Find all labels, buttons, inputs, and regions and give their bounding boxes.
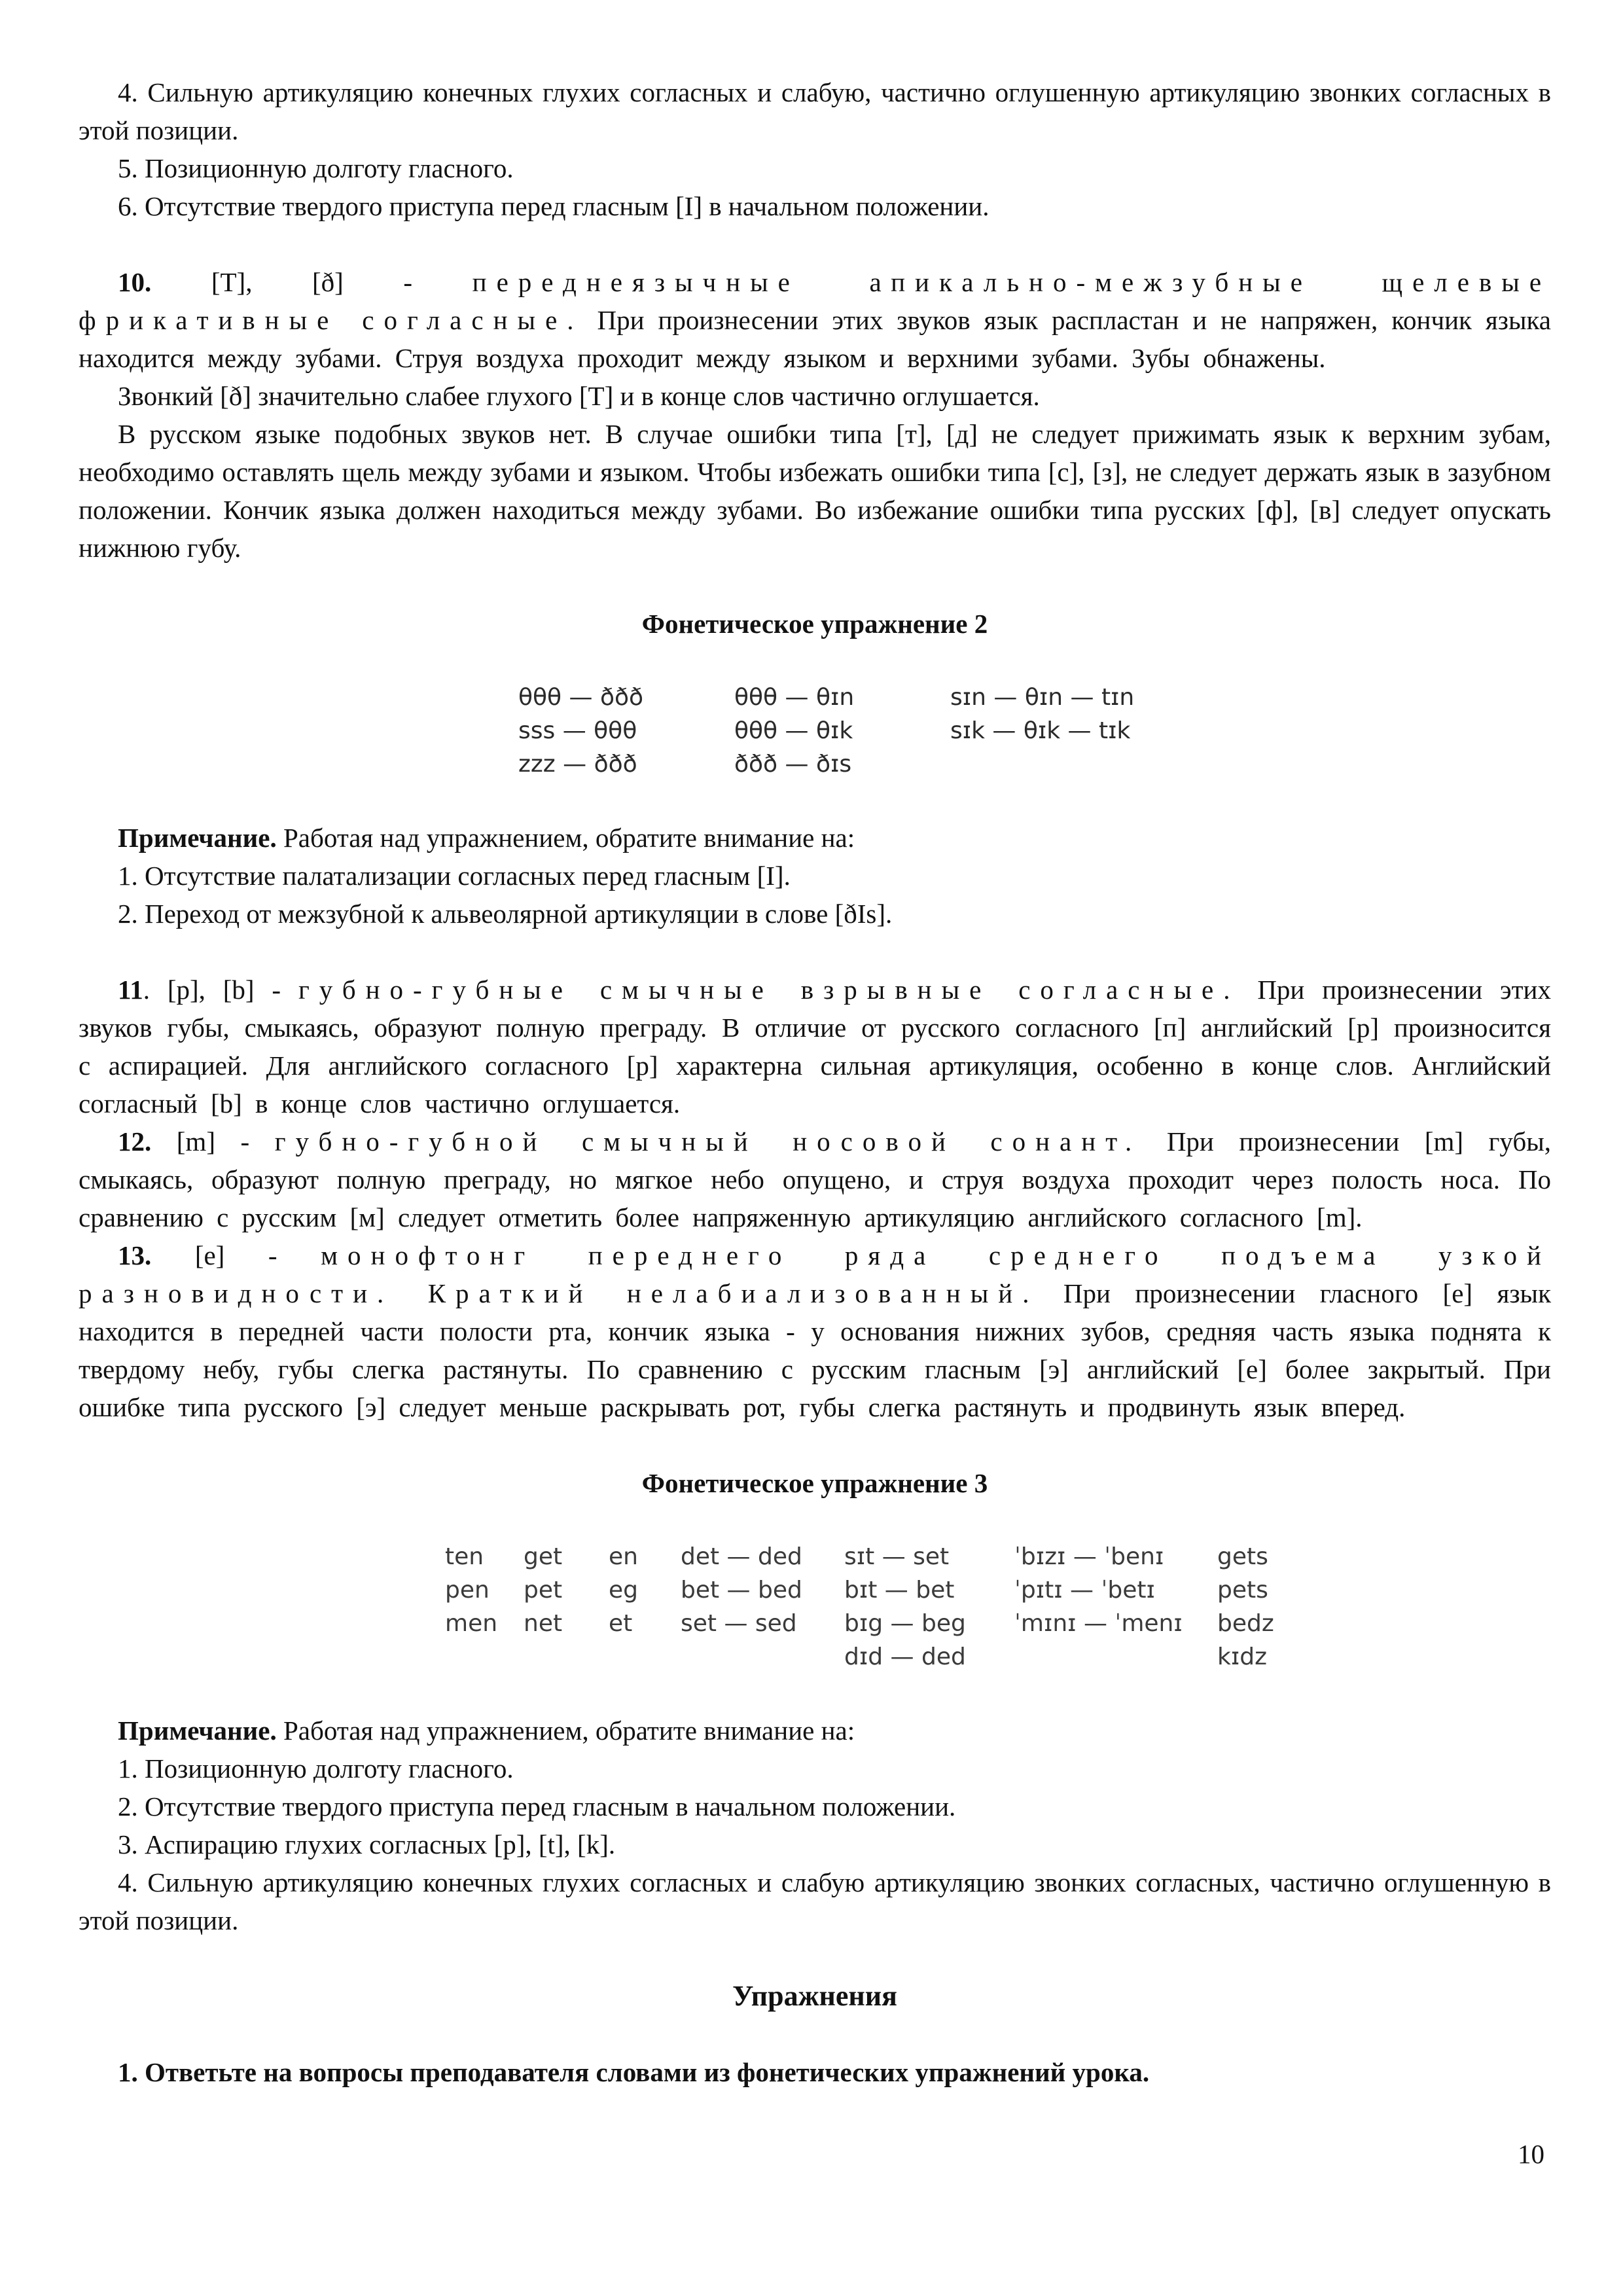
ex3-cell: get <box>524 1543 563 1570</box>
ex3-cell: ten <box>445 1543 484 1570</box>
exercise-item-1: 1. Ответьте на вопросы преподавателя словами из фонетических упражнений урока. <box>118 2057 1150 2087</box>
section-10-para-3: В русском языке подобных звуков нет. В случае ошибки типа [т], [д] не следует прижимать язык к верхним зубам, необходимо оставлять щель между зубами и языком. Чтобы избежать ошибки типа [с], [з], не следует держать язык в зазубном положении. Кончик языка должен находиться между зубами. Во избежание ошибки типа русских [ф], [в] следует опускать нижнюю губу. <box>79 419 1551 563</box>
ex3-note-item: 3. Аспирацию глухих согласных [p], [t], [k]. <box>118 1829 616 1859</box>
section-term: переднеязычные апикально-межзубные щелевые фрикативные согласные. <box>79 267 1552 335</box>
ex3-note-item: 2. Отсутствие твердого приступа перед гласным в начальном положении. <box>118 1791 956 1821</box>
ex3-cell: en <box>609 1543 638 1570</box>
ex2-cell: θθθ — ððð <box>518 684 644 711</box>
ex2-cell: ððð — ðɪs <box>734 751 852 778</box>
section-10-para-2: Звонкий [ð] значительно слабее глухого [T] и в конце слов частично оглушается. <box>118 381 1040 411</box>
ex3-cell: men <box>445 1610 498 1637</box>
section-sounds: [m] - <box>176 1126 250 1157</box>
note-label: Примечание. <box>118 1715 277 1746</box>
note-intro: Работая над упражнением, обратите внимание на: <box>283 823 855 853</box>
ex3-cell: kɪdz <box>1217 1643 1267 1670</box>
page-number: 10 <box>1518 2139 1544 2169</box>
section-12 <box>79 1122 1551 1236</box>
ex3-cell: net <box>524 1610 563 1637</box>
ex3-cell: bɪg — beg <box>844 1610 966 1637</box>
section-sounds: [T], [ð] - <box>211 267 413 297</box>
section-number: 10. <box>118 267 152 297</box>
note-label: Примечание. <box>118 823 277 853</box>
section-number: 13. <box>118 1240 152 1270</box>
ex3-note-item: 4. Сильную артикуляцию конечных глухих согласных и слабую артикуляцию звонких согласных, частично оглушенную в этой позиции. <box>79 1867 1551 1935</box>
ex3-cell <box>1014 1640 1217 1674</box>
section-text: При произнесении этих звуков губы, смыкаясь, образуют полную преграду. В отличие от русского согласного [п] английский [p] произносится с аспирацией. Для английского согласного [p] характерна сильная артикуляция, особенно в конце слов. Английский согласный [b] в конце слов частично оглушается. <box>79 975 1551 1119</box>
section-number: 11 <box>118 975 143 1005</box>
exercises-heading: Упражнения <box>732 1980 897 2012</box>
ex3-cell: et <box>609 1610 633 1637</box>
ex3-cell <box>681 1640 844 1674</box>
ex3-cell: eg <box>609 1577 638 1604</box>
exercise-2-note <box>79 819 1551 857</box>
ex2-cell: sɪn — θɪn — tɪn <box>950 684 1135 711</box>
note-item-5: 5. Позиционную долготу гласного. <box>118 153 514 183</box>
ex2-cell: sss — θθθ <box>518 717 637 744</box>
ex3-cell: set — sed <box>681 1610 797 1637</box>
section-term: губно-губной смычный носовой сонант. <box>274 1126 1142 1157</box>
ex3-cell: gets <box>1217 1543 1268 1570</box>
ex2-cell: θθθ — θɪk <box>734 717 853 744</box>
ex3-cell: pen <box>445 1577 490 1604</box>
section-13 <box>79 1236 1551 1426</box>
ex3-note-item: 1. Позиционную долготу гласного. <box>118 1753 514 1784</box>
section-term: губно-губные смычные взрывные согласные. <box>298 975 1240 1005</box>
ex3-cell: ˈbɪzɪ — ˈbenɪ <box>1014 1543 1164 1570</box>
ex3-cell: pets <box>1217 1577 1268 1604</box>
note-item-4: 4. Сильную артикуляцию конечных глухих согласных и слабую, частично оглушенную артикуляцию звонких согласных в этой позиции. <box>79 77 1551 145</box>
note-item-6: 6. Отсутствие твердого приступа перед гласным [I] в начальном положении. <box>118 191 990 221</box>
exercise-3-table <box>445 1540 1309 1674</box>
section-10 <box>79 263 1551 377</box>
exercise-2-title: Фонетическое упражнение 2 <box>641 609 988 639</box>
ex3-cell <box>609 1640 681 1674</box>
section-11 <box>79 971 1551 1122</box>
ex3-cell: sɪt — set <box>844 1543 950 1570</box>
ex2-cell: zzz — ððð <box>518 751 637 778</box>
section-text: При произнесении [m] губы, смыкаясь, образуют полную преграду, но мягкое небо опущено, и струя воздуха проходит через полость носа. По сравнению с русским [м] следует отметить более напряженную артикуляцию английского согласного [m]. <box>79 1126 1552 1232</box>
ex2-cell: θθθ — θɪn <box>734 684 855 711</box>
exercise-3-title: Фонетическое упражнение 3 <box>641 1468 988 1498</box>
section-number: 12. <box>118 1126 152 1157</box>
note-intro: Работая над упражнением, обратите внимание на: <box>283 1715 855 1746</box>
ex2-cell <box>950 747 1166 781</box>
section-term: монофтонг переднего ряда среднего подъема узкой разновидности. Краткий нелабиализованный. <box>79 1240 1551 1308</box>
section-text: При произнесении гласного [e] язык находится в передней части полости рта, кончик языка - у основания нижних зубов, средняя часть языка поднята к твердому небу, губы слегка растянуты. По сравнению с русским гласным [э] английский [e] более закрытый. При ошибке типа русского [э] следует меньше раскрывать рот, губы слегка растянуть и продвинуть язык вперед. <box>79 1278 1551 1422</box>
ex3-cell: ˈpɪtɪ — ˈbetɪ <box>1014 1577 1155 1604</box>
document-page <box>79 73 1551 2091</box>
ex3-cell <box>445 1640 524 1674</box>
ex3-cell: ˈmɪnɪ — ˈmenɪ <box>1014 1610 1183 1637</box>
ex3-cell: bedz <box>1217 1610 1274 1637</box>
ex3-cell <box>524 1640 609 1674</box>
ex3-cell: bɪt — bet <box>844 1577 955 1604</box>
ex3-cell: dɪd — ded <box>844 1643 966 1670</box>
section-sounds: . [p], [b] - <box>143 975 281 1005</box>
ex2-note-item: 2. Переход от межзубной к альвеолярной артикуляции в слове [ðIs]. <box>118 899 893 929</box>
exercise-2-table <box>518 681 1166 781</box>
section-text: При произнесении этих звуков язык распластан и не напряжен, кончик языка находится между зубами. Струя воздуха проходит между языком и верхними зубами. Зубы обнажены. <box>79 305 1551 373</box>
section-sounds: [e] - <box>194 1240 277 1270</box>
ex3-cell: bet — bed <box>681 1577 802 1604</box>
ex2-cell: sɪk — θɪk — tɪk <box>950 717 1131 744</box>
ex3-cell: pet <box>524 1577 563 1604</box>
ex2-note-item: 1. Отсутствие палатализации согласных перед гласным [I]. <box>118 861 791 891</box>
ex3-cell: det — ded <box>681 1543 802 1570</box>
exercise-3-note <box>79 1712 1551 1749</box>
